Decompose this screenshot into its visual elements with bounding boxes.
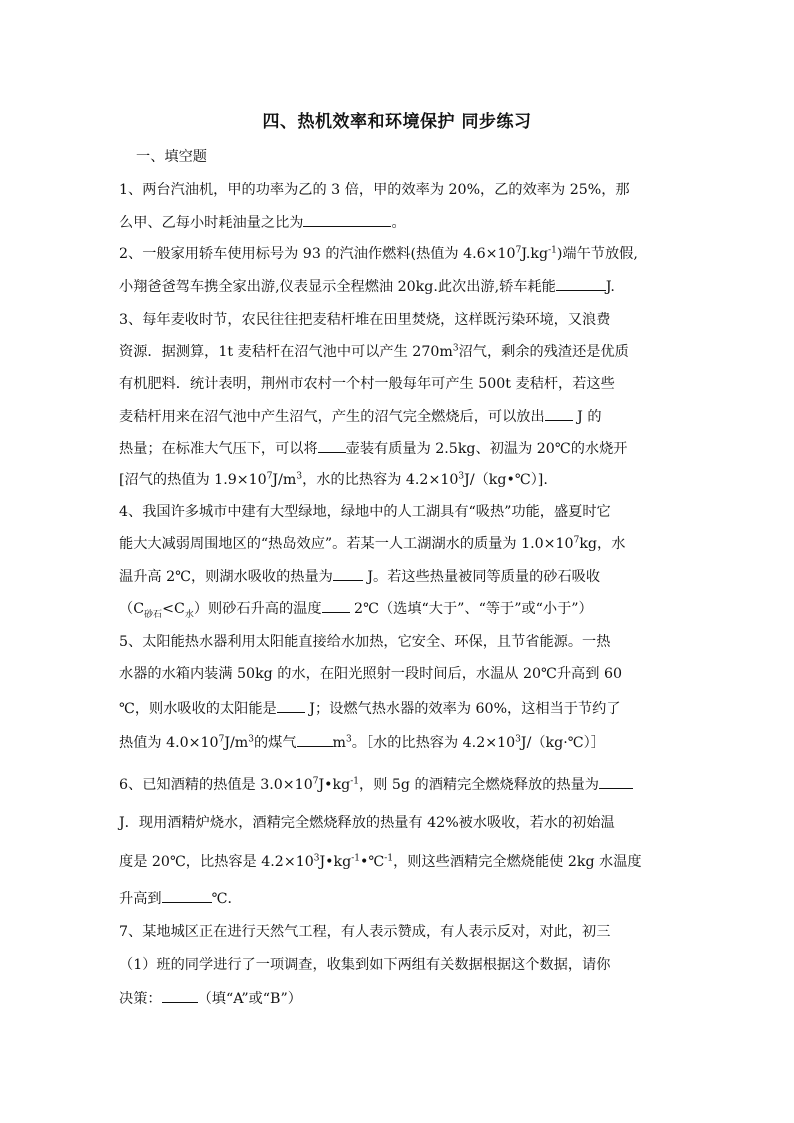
question-3-line-4: 麦秸杆用来在沼气池中产生沼气，产生的沼气完全燃烧后，可以放出 J 的 <box>119 406 602 427</box>
question-6-line-4: 升高到 ℃． <box>119 888 242 909</box>
answer-blank[interactable] <box>318 438 346 453</box>
question-3-line-6: [沼气的热值为 $1.9\times 10^7J/m^3$，水的比热容为 $4.2\times 10^3J/(kg•℃)$]. <box>119 471 548 488</box>
question-4-line-4: $(C_{砂石}<C_水)$则砂石升高的温度 2℃（选填“大于”、“等于”或“小于”） <box>119 598 593 619</box>
answer-blank[interactable] <box>599 774 633 789</box>
question-3-line-1: 3、每年麦收时节，农民往往把麦秸杆堆在田里焚烧，这样既污染环境，又浪费 <box>119 312 611 328</box>
answer-blank[interactable] <box>333 566 363 581</box>
answer-blank[interactable] <box>545 406 573 421</box>
question-6-line-1: 6、已知酒精的热值是 $3.0\times 10^7J•kg^{-1}$，则 5g 的酒精完全燃烧释放的热量为 <box>119 774 633 795</box>
question-1-line-1: 1、两台汽油机，甲的功率为乙的 3 倍，甲的效率为 20%，乙的效率为 25%，那 <box>119 182 630 198</box>
answer-blank[interactable] <box>297 732 333 747</box>
answer-blank[interactable] <box>162 888 212 903</box>
answer-blank[interactable] <box>556 276 606 291</box>
answer-blank[interactable] <box>303 212 391 227</box>
answer-blank[interactable] <box>277 698 305 713</box>
answer-blank[interactable] <box>322 598 350 613</box>
question-2-line-2: 小翔爸爸驾车携全家出游,仪表显示全程燃油 20kg.此次出游,轿车耗能 J. <box>119 276 615 297</box>
question-4-line-3: 温升高 2℃，则湖水吸收的热量为 J。若这些热量被同等质量的砂石吸收 <box>119 566 600 587</box>
section-heading: 一、填空题 <box>136 149 207 165</box>
question-4-line-1: 4、我国许多城市中建有大型绿地，绿地中的人工湖具有“吸热”功能，盛夏时它 <box>119 504 611 520</box>
question-5-line-4: 热值为 $4.0\times 10^7J/m^3$的煤气 $m^3$。［水的比热容为 $4.2\times 10^3J/(kg\cdot℃)]$ <box>119 732 605 753</box>
answer-blank[interactable] <box>162 988 198 1003</box>
question-1-line-2: 么甲、乙每小时耗油量之比为 。 <box>119 212 406 233</box>
question-5-line-2: 水器的水箱内装满 50kg 的水，在阳光照射一段时间后，水温从 20℃升高到 60 <box>119 666 623 682</box>
question-7-line-3: 决策： （填“A”或“B”） <box>119 988 302 1009</box>
question-4-line-2: 能大大减弱周围地区的“热岛效应”。若某一人工湖湖水的质量为 $1.0\times 10^7kg$，水 <box>119 535 626 552</box>
question-5-line-3: ℃，则水吸收的太阳能是 J；设燃气热水器的效率为 60%，这相当于节约了 <box>119 698 621 719</box>
question-6-line-3: 度是 20℃，比热容是 $4.2\times 10^3J•kg^{-1}•℃^{-1}$，则这些酒精完全燃烧能使 2kg 水温度 <box>119 853 642 870</box>
question-7-line-1: 7、某地城区正在进行天然气工程，有人表示赞成，有人表示反对，对此，初三 <box>119 924 611 940</box>
question-3-line-3: 有机肥料．统计表明，荆州市农村一个村一般每年可产生 500t 麦秸杆，若这些 <box>119 376 615 392</box>
question-6-line-2: J．现用酒精炉烧水，酒精完全燃烧释放的热量有 42%被水吸收，若水的初始温 <box>119 815 615 831</box>
question-3-line-5: 热量；在标准大气压下，可以将 壶装有质量为 2.5kg、初温为 20℃的水烧开 <box>119 438 627 459</box>
question-5-line-1: 5、太阳能热水器利用太阳能直接给水加热，它安全、环保，且节省能源。一热 <box>119 634 611 650</box>
question-3-line-2: 资源．据测算，1t 麦秸杆在沼气池中可以产生 $270m^3$沼气，剩余的残渣还是优质 <box>119 343 629 360</box>
question-2-line-1: 2、一般家用轿车使用标号为 93 的汽油作燃料(热值为 $4.6\times 10^7J.kg^{-1}$)端午节放假, <box>119 245 638 262</box>
question-7-line-2: （1）班的同学进行了一项调查，收集到如下两组有关数据根据这个数据，请你 <box>119 957 611 973</box>
page-title: 四、热机效率和环境保护 同步练习 <box>262 112 532 132</box>
